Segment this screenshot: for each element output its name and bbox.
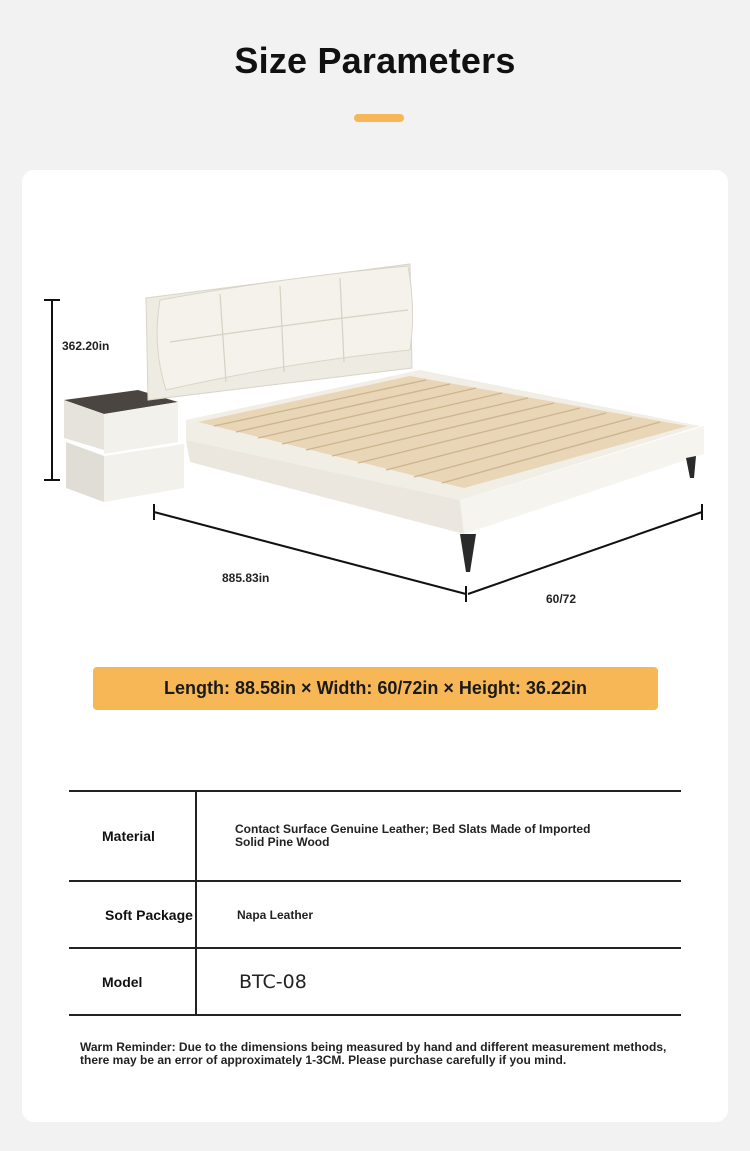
length-label: 885.83in <box>222 571 270 585</box>
spec-value-material: Contact Surface Genuine Leather; Bed Slats Made of Imported Solid Pine Wood <box>235 822 591 849</box>
spec-row-model <box>69 947 681 1016</box>
spec-value-model: BTC-08 <box>239 970 307 993</box>
spec-row-material <box>69 790 681 880</box>
bed-illustration <box>40 250 720 620</box>
spec-label-soft-package: Soft Package <box>69 882 197 947</box>
height-label: 362.20in <box>62 339 110 353</box>
warm-reminder-note: Warm Reminder: Due to the dimensions being measured by hand and different measurement methods, there may be an error of approximately 1-3CM. Please purchase carefully if you mind. <box>80 1040 667 1067</box>
dimensions-summary-bar <box>93 667 658 710</box>
spec-table <box>69 790 681 1016</box>
height-dimension-line <box>44 300 60 480</box>
width-label: 60/72 <box>546 592 577 606</box>
title-accent-bar <box>354 114 404 122</box>
bed-image <box>146 264 704 572</box>
page-title: Size Parameters <box>234 40 516 81</box>
nightstand-image <box>64 390 184 502</box>
spec-row-soft-package <box>69 880 681 947</box>
spec-label-model: Model <box>69 949 197 1014</box>
spec-label-material: Material <box>69 792 197 880</box>
spec-value-soft-package: Napa Leather <box>237 907 314 922</box>
dimensions-summary-text: Length: 88.58in × Width: 60/72in × Height: 36.22in <box>164 678 587 698</box>
